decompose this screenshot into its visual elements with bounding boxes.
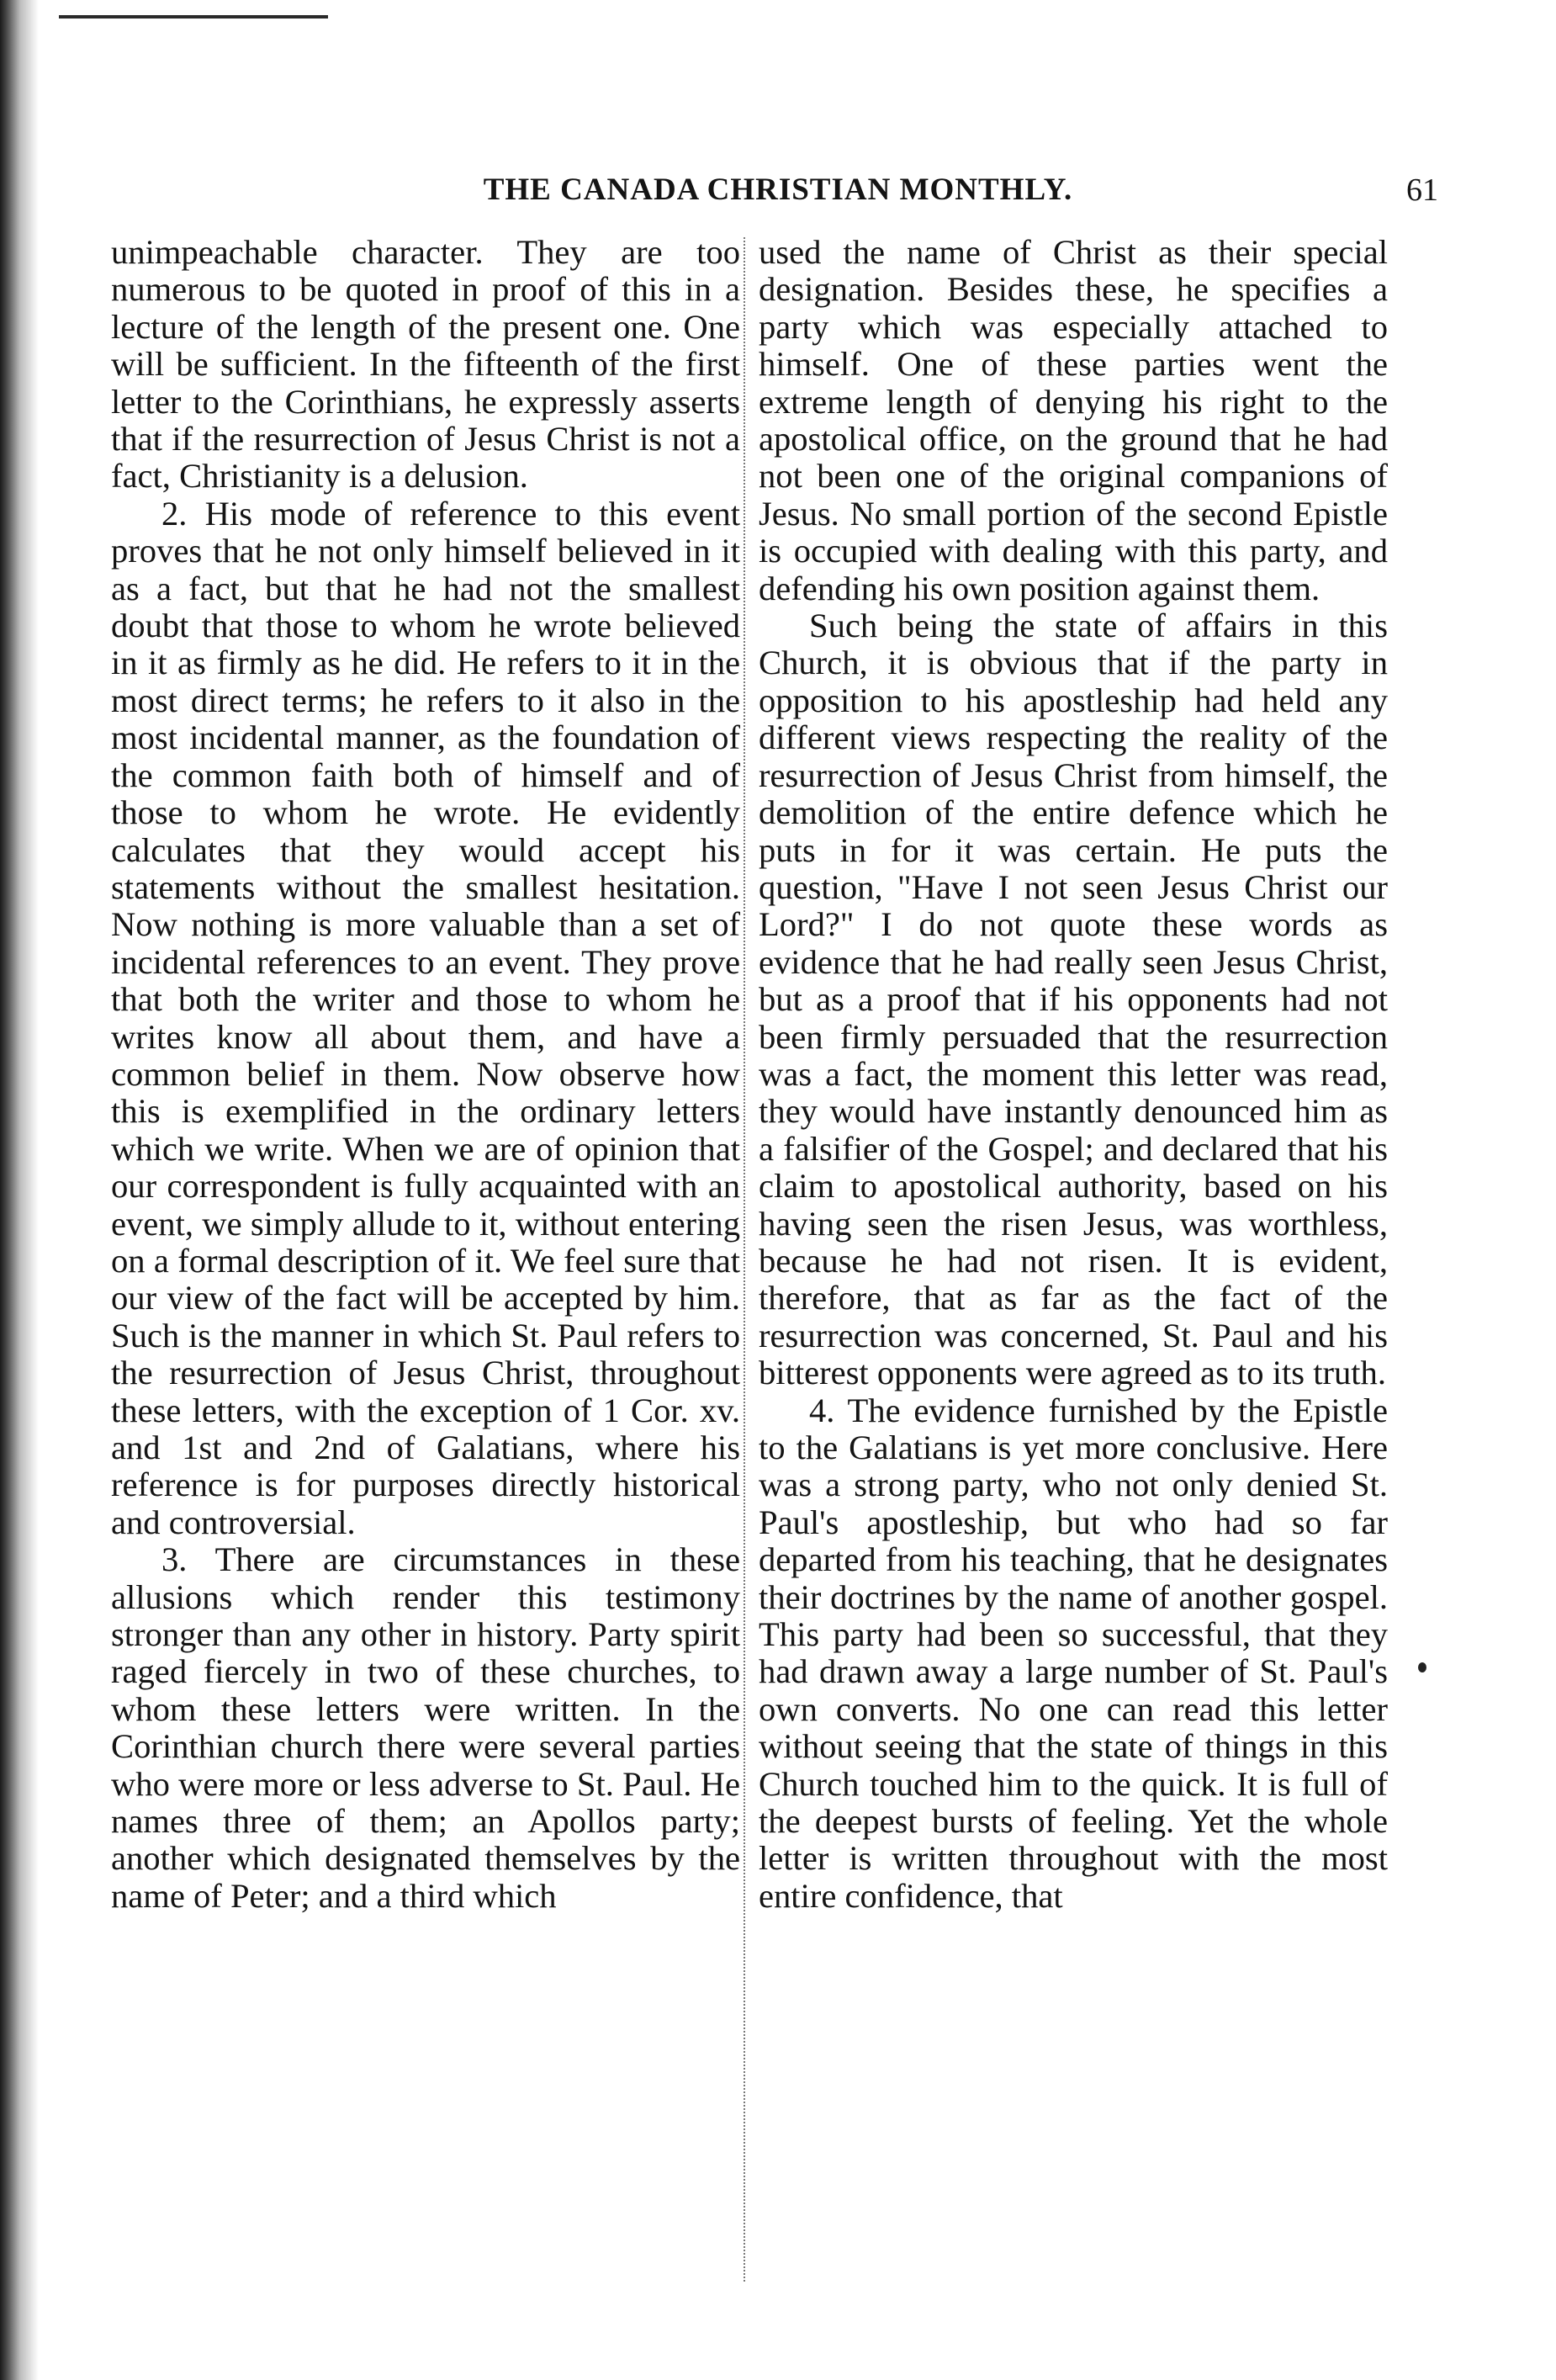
right-paragraph-1: used the name of Christ as their special designation. Besides these, he specifies a party which was especially attached to himself. One of these parties went the extreme length of denying his right to the apostolical office, on the ground that he had not been one of the original companions of Jesus. No small portion of the second Epistle is occupied with dealing with this party, and defending his own position against them.	[759, 233, 1388, 607]
left-paragraph-2: 2. His mode of reference to this event proves that he not only himself believed in it as a fact, but that he had not the smallest doubt that those to whom he wrote believed in it as firmly as he did. He refers to it in the most direct terms; he refers to it also in the most incidental manner, as the foundation of the common faith both of himself and of those to whom he wrote. He evidently calculates that they would accept his statements without the smallest hesitation. Now nothing is more valuable than a set of incidental references to an event. They prove that both the writer and those to whom he writes know all about them, and have a common belief in them. Now observe how this is exemplified in the ordinary letters which we write. When we are of opinion that our correspondent is fully acquainted with an event, we simply allude to it, without entering on a formal description of it. We feel sure that our view of the fact will be accepted by him. Such is the manner in which St. Paul refers to the resurrection of Jesus Christ, throughout these letters, with the exception of 1 Cor. xv. and 1st and 2nd of Galatians, where his reference is for purposes directly historical and controversial.	[111, 494, 740, 1541]
binding-edge-shadow	[0, 0, 39, 2380]
left-paragraph-1: unimpeachable character. They are too numerous to be quoted in proof of this in a lecture of the length of the present one. One will be sufficient. In the fifteenth of the first letter to the Corinthians, he expressly asserts that if the resurrection of Jesus Christ is not a fact, Christianity is a delusion.	[111, 233, 740, 496]
page-header	[118, 168, 1438, 219]
left-column	[111, 234, 740, 1915]
right-paragraph-3: 4. The evidence furnished by the Epistle to the Galatians is yet more conclusive. Here was a strong party, who not only denied St. Paul's apostleship, but who had so far departed from his teaching, that he designates their doctrines by the name of another gospel. This party had been so successful, that they had drawn away a large number of St. Paul's own converts. No one can read this letter without seeing that the state of things in this Church touched him to the quick. It is full of the deepest bursts of feeling. Yet the whole letter is written throughout with the most entire confidence, that	[759, 1391, 1388, 1915]
ink-speck	[1418, 1662, 1426, 1672]
left-paragraph-3: 3. There are circumstances in these allusions which render this testimony stronger than any other in history. Party spirit raged fiercely in two of these churches, to whom these letters were written. In the Corinthian church there were several parties who were more or less adverse to St. Paul. He names three of them; an Apollos party; another which designated themselves by the name of Peter; and a third which	[111, 1540, 740, 1915]
page-number: 61	[1406, 172, 1438, 208]
right-column	[759, 234, 1388, 1915]
top-edge-rule	[59, 15, 328, 19]
right-paragraph-2: Such being the state of affairs in this Church, it is obvious that if the party in opposition to his apostleship had held any different views respecting the reality of the resurrection of Jesus Christ from himself, the demolition of the entire defence which he puts in for it was certain. He puts the question, "Have I not seen Jesus Christ our Lord?" I do not quote these words as evidence that he had really seen Jesus Christ, but as a proof that if his opponents had not been firmly persuaded that the resurrection was a fact, the moment this letter was read, they would have instantly denounced him as a falsifier of the Gospel; and declared that his claim to apostolical authority, based on his having seen the risen Jesus, was worthless, because he had not risen. It is evident, therefore, that as far as the fact of the resurrection was concerned, St. Paul and his bitterest opponents were agreed as to its truth.	[759, 607, 1388, 1392]
column-divider	[744, 237, 745, 2282]
running-title: THE CANADA CHRISTIAN MONTHLY.	[483, 172, 1073, 207]
